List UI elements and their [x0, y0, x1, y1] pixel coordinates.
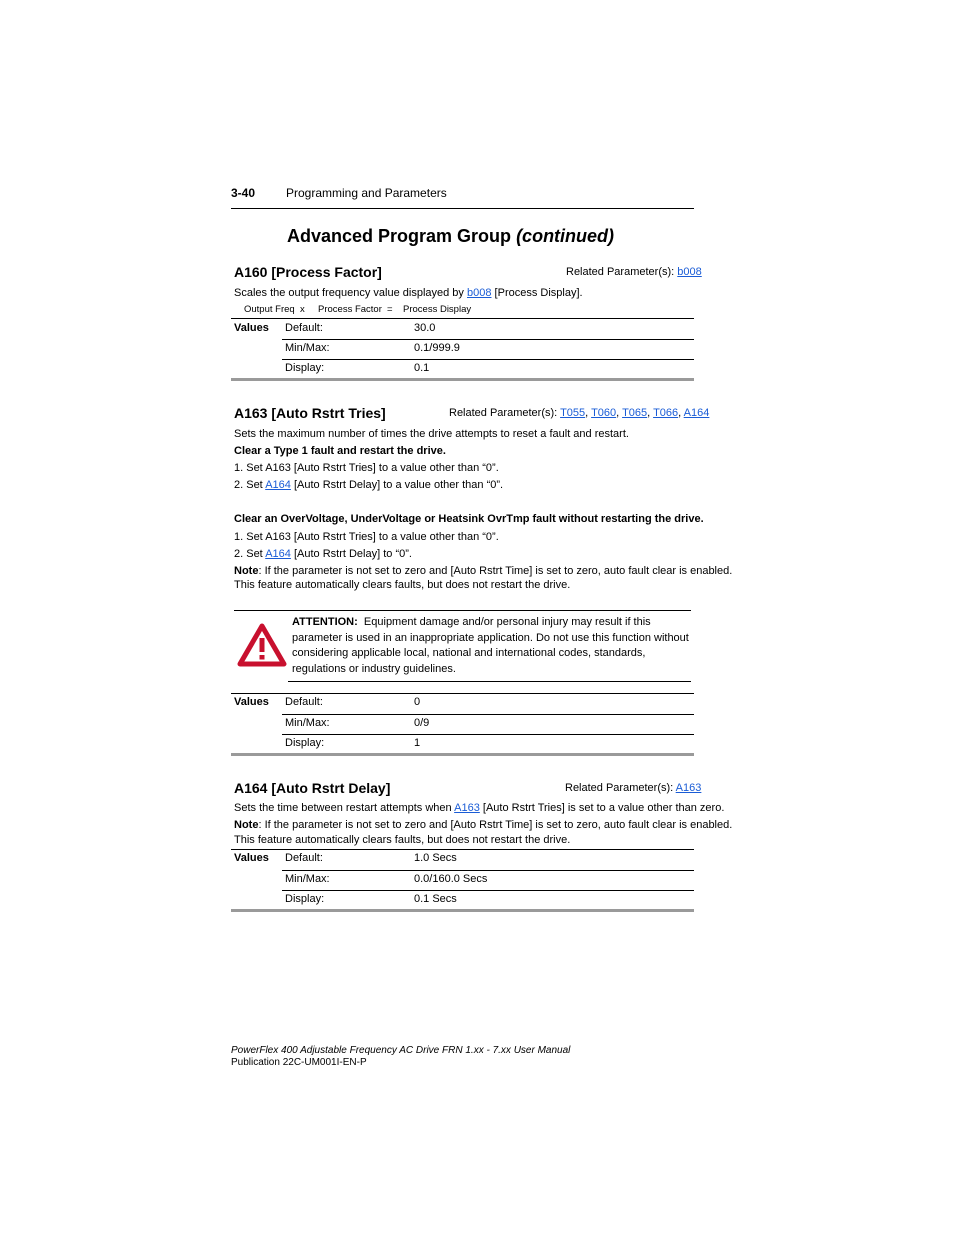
step	[234, 547, 412, 561]
param-description-a160	[234, 286, 583, 300]
desc-text: Scales the output frequency value displayed by	[234, 287, 464, 299]
related-params-a160	[566, 266, 702, 278]
row-value: 0.1	[414, 362, 430, 374]
row-label: Default:	[285, 852, 323, 864]
row-label: Default:	[285, 696, 323, 708]
link-a163[interactable]: A163	[675, 782, 702, 794]
values-top-rule	[231, 318, 694, 319]
note-line-2: This feature automatically clears faults, but does not restart the drive.	[234, 834, 571, 846]
row-label: Default:	[285, 322, 323, 334]
formula-output-freq: Output Freq	[244, 304, 295, 315]
note-line-2: This feature automatically clears faults, but does not restart the drive.	[234, 579, 571, 591]
row-label: Display:	[285, 737, 325, 749]
warning-triangle-icon	[237, 623, 287, 667]
values-top-rule	[231, 849, 694, 850]
row-value: 0.0/160.0 Secs	[414, 873, 488, 885]
footer-manual-title: PowerFlex 400 Adjustable Frequency AC Drive FRN 1.xx - 7.xx User Manual	[231, 1045, 571, 1056]
note	[234, 818, 732, 832]
param-description-a164	[234, 801, 724, 815]
section-end-rule	[231, 909, 694, 912]
formula-process-display: Process Display	[403, 304, 472, 315]
row-rule	[282, 359, 694, 360]
note-label: Note	[234, 565, 259, 577]
link-a164[interactable]: A164	[683, 407, 710, 419]
row-value: 0.1/999.9	[414, 342, 460, 354]
row-value: 0	[414, 696, 421, 708]
link-t065[interactable]: T065	[622, 407, 648, 419]
header-rule	[231, 208, 694, 209]
formula-process-factor: Process Factor	[318, 304, 382, 315]
row-rule	[282, 890, 694, 891]
row-rule	[282, 734, 694, 735]
related-label: Related Parameter(s):	[565, 782, 674, 794]
note-label: Note	[234, 819, 259, 831]
step-text: 2. Set	[234, 479, 263, 491]
row-value: 0.1 Secs	[414, 893, 457, 905]
row-label: Min/Max:	[285, 873, 330, 885]
related-label: Related Parameter(s):	[449, 407, 558, 419]
row-label: Min/Max:	[285, 342, 330, 354]
section-end-rule	[231, 378, 694, 381]
note-text: : If the parameter is not set to zero and [Auto Rstrt Time] is set to zero, auto fault clear is enabled.	[258, 819, 733, 831]
values-label: Values	[234, 322, 269, 334]
desc-text: Sets the time between restart attempts when	[234, 802, 452, 814]
row-rule	[282, 714, 694, 715]
param-title-a164: A164 [Auto Rstrt Delay]	[234, 780, 391, 796]
step	[234, 478, 503, 492]
link-t055[interactable]: T055	[560, 407, 586, 419]
related-label: Related Parameter(s):	[566, 266, 675, 278]
page-title-suffix: (continued)	[516, 226, 615, 246]
row-label: Min/Max:	[285, 717, 330, 729]
attention-bottom-rule	[288, 681, 691, 682]
desc-text: [Auto Rstrt Tries] is set to a value other than zero.	[482, 802, 725, 814]
note	[234, 564, 732, 578]
step: 1. Set A163 [Auto Rstrt Tries] to a value other than “0”.	[234, 531, 499, 543]
attention-label: ATTENTION:	[292, 616, 358, 628]
subheading: Clear an OverVoltage, UnderVoltage or Heatsink OvrTmp fault without restarting the drive.	[234, 513, 704, 525]
row-label: Display:	[285, 362, 325, 374]
attention-top-rule	[234, 610, 691, 611]
row-value: 30.0	[414, 322, 436, 334]
values-top-rule	[231, 693, 694, 694]
section-end-rule	[231, 753, 694, 756]
link-b008-inline[interactable]: b008	[467, 287, 492, 299]
page-title	[287, 226, 614, 247]
step: 1. Set A163 [Auto Rstrt Tries] to a value other than “0”.	[234, 462, 499, 474]
related-params-a163: Related Parameter(s): T055, T060, T065, T066, A164	[449, 407, 710, 419]
section-title: Programming and Parameters	[286, 186, 447, 200]
desc-text: [Process Display].	[494, 287, 583, 299]
link-a164-inline[interactable]: A164	[265, 548, 291, 560]
row-value: 1.0 Secs	[414, 852, 457, 864]
step-text: 2. Set	[234, 548, 263, 560]
page-title-main: Advanced Program Group	[287, 226, 512, 246]
subheading: Clear a Type 1 fault and restart the drive.	[234, 445, 446, 457]
link-a163-inline[interactable]: A163	[454, 802, 480, 814]
row-rule	[282, 339, 694, 340]
param-title-a160: A160 [Process Factor]	[234, 264, 382, 280]
link-b008[interactable]: b008	[677, 266, 702, 278]
step-text: [Auto Rstrt Delay] to “0”.	[293, 548, 412, 560]
param-description-a163: Sets the maximum number of times the drive attempts to reset a fault and restart.	[234, 428, 629, 440]
page-number: 3-40	[231, 186, 256, 200]
row-value: 0/9	[414, 717, 430, 729]
link-a164-inline[interactable]: A164	[265, 479, 291, 491]
values-label: Values	[234, 696, 269, 708]
formula-operator: x	[300, 304, 305, 315]
row-rule	[282, 870, 694, 871]
related-params-a164	[565, 782, 701, 794]
attention-body: Equipment damage and/or personal injury may result if this parameter is used in an inappropriate application. Do not use this function without considering applicable local, national and international codes, standards, regulations or industry guidelines.	[292, 616, 689, 675]
link-t060[interactable]: T060	[591, 407, 617, 419]
attention-text	[292, 615, 690, 677]
row-label: Display:	[285, 893, 325, 905]
row-value: 1	[414, 737, 421, 749]
values-label: Values	[234, 852, 269, 864]
step-text: [Auto Rstrt Delay] to a value other than “0”.	[293, 479, 504, 491]
note-text: : If the parameter is not set to zero and [Auto Rstrt Time] is set to zero, auto fault clear is enabled.	[258, 565, 733, 577]
footer-publication: Publication 22C-UM001I-EN-P	[231, 1057, 367, 1068]
link-t066[interactable]: T066	[653, 407, 679, 419]
param-title-a163: A163 [Auto Rstrt Tries]	[234, 405, 386, 421]
formula-operator: =	[387, 304, 393, 315]
